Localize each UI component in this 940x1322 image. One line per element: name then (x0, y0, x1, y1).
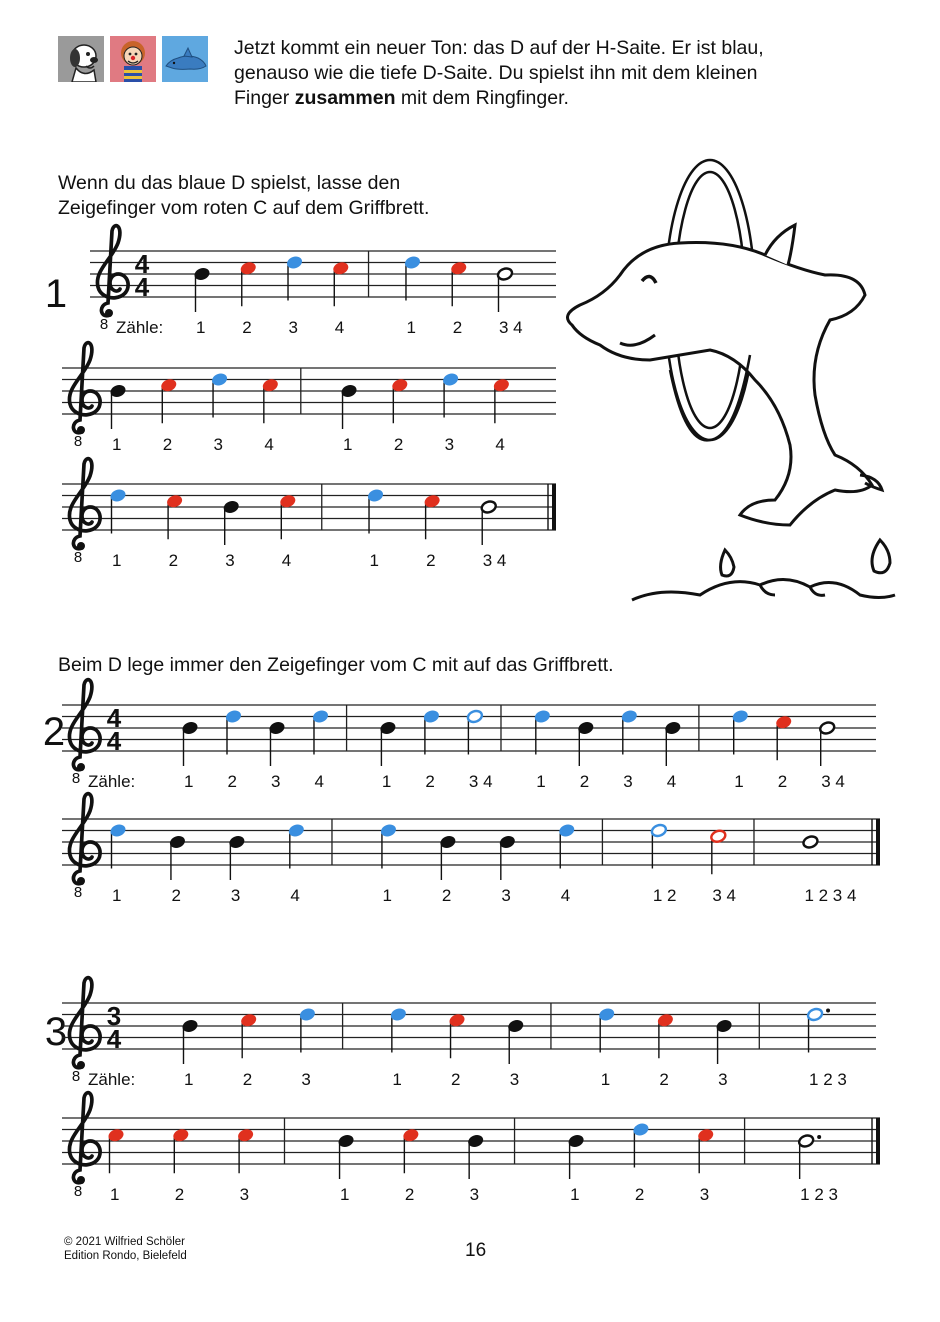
section1-line-1: Wenn du das blaue D spielst, lasse den (58, 172, 401, 194)
count-number: 3 (444, 435, 455, 454)
note-head-black (819, 721, 836, 736)
time-signature-top: 4 (106, 703, 122, 733)
count-number: 3 4 (498, 318, 523, 337)
count-number: 2 (441, 886, 452, 905)
count-number: 2 (659, 1070, 669, 1089)
count-number: 3 (270, 772, 281, 791)
count-number: 2 (242, 1070, 253, 1089)
count-number: 1 2 (652, 886, 677, 905)
count-number: 3 (213, 435, 224, 454)
count-number: 2 (242, 318, 252, 337)
note-head-red (710, 829, 727, 844)
count-number: 3 (288, 318, 298, 337)
final-bar-thick (552, 484, 556, 530)
final-bar-thick (876, 1118, 880, 1164)
count-number: 3 (718, 1070, 728, 1089)
count-number: 3 (301, 1070, 311, 1089)
clef-octave-label: 8 (73, 884, 83, 901)
count-number: 3 (225, 551, 235, 570)
note-dot (826, 1009, 830, 1013)
footer-copyright (64, 1235, 187, 1263)
count-label: Zähle: (88, 772, 136, 791)
note-head-blue (466, 709, 483, 724)
count-number: 1 (600, 1070, 611, 1089)
treble-clef-icon (69, 680, 100, 771)
count-number: 1 2 3 4 (804, 886, 857, 905)
clef-octave-label: 8 (73, 433, 83, 450)
count-number: 2 (171, 886, 181, 905)
count-label: Zähle: (116, 318, 164, 337)
count-number: 1 2 3 (809, 1070, 847, 1089)
count-number: 3 4 (712, 886, 736, 905)
count-number: 2 (174, 1185, 185, 1204)
intro-line-3-post: mit dem Ringfinger. (395, 87, 569, 109)
count-number: 1 (110, 1185, 120, 1204)
count-number: 3 4 (821, 772, 845, 791)
count-number: 2 (227, 772, 237, 791)
count-number: 1 (112, 435, 122, 454)
count-number: 3 (699, 1185, 710, 1204)
count-number: 3 (623, 772, 633, 791)
count-number: 1 (382, 886, 392, 905)
count-number: 2 (634, 1185, 645, 1204)
count-number: 1 (343, 435, 353, 454)
count-number: 3 4 (482, 551, 507, 570)
note-head-black (798, 1134, 815, 1149)
intro-line-2: genauso wie die tiefe D-Saite. Du spielst ihn mit dem kleinen (234, 62, 758, 84)
count-number: 4 (560, 886, 571, 905)
count-number: 1 (536, 772, 546, 791)
time-signature-top: 4 (134, 249, 150, 279)
note-head-black (802, 835, 819, 850)
exercise-number: 1 (44, 272, 68, 316)
clef-octave-label: 8 (73, 549, 83, 566)
note-head-blue (650, 823, 667, 838)
count-number: 1 (734, 772, 744, 791)
count-number: 2 (404, 1185, 415, 1204)
count-number: 4 (314, 772, 324, 791)
treble-clef-stroke (97, 226, 128, 316)
treble-clef-stroke (69, 978, 100, 1068)
treble-clef-icon (69, 343, 100, 434)
exercise-number: 2 (42, 710, 66, 754)
count-number: 2 (168, 551, 179, 570)
time-signature-bottom: 4 (106, 726, 122, 756)
final-bar-thick (876, 819, 880, 865)
treble-clef-stroke (69, 794, 100, 884)
intro-line-3-pre: Finger (234, 87, 295, 109)
count-number: 3 (239, 1185, 250, 1204)
count-number: 1 (112, 551, 122, 570)
count-number: 1 (392, 1070, 402, 1089)
count-number: 2 (579, 772, 590, 791)
count-number: 1 (570, 1185, 580, 1204)
treble-clef-icon (69, 978, 100, 1069)
treble-clef-icon (69, 1093, 100, 1184)
count-number: 4 (666, 772, 677, 791)
treble-clef-stroke (69, 680, 100, 770)
section1-line-2: Zeigefinger vom roten C auf dem Griffbrett. (58, 197, 430, 219)
treble-clef-icon (97, 226, 128, 317)
note-head-black (496, 267, 513, 282)
intro-emphasis: zusammen (294, 87, 396, 109)
note-head-blue (807, 1007, 824, 1022)
count-number: 1 2 3 (800, 1185, 838, 1204)
count-number: 2 (451, 1070, 461, 1089)
publisher-text: Edition Rondo, Bielefeld (64, 1250, 187, 1262)
treble-clef-stroke (69, 343, 100, 433)
exercise-number: 3 (44, 1010, 68, 1054)
clef-octave-label: 8 (99, 316, 109, 333)
count-number: 2 (452, 318, 463, 337)
count-number: 1 (369, 551, 379, 570)
count-number: 2 (393, 435, 404, 454)
count-number: 4 (495, 435, 505, 454)
treble-clef-stroke (69, 459, 100, 549)
count-number: 3 4 (468, 772, 493, 791)
count-number: 3 (501, 886, 511, 905)
count-number: 1 (340, 1185, 350, 1204)
count-number: 4 (334, 318, 345, 337)
treble-clef-stroke (69, 1093, 100, 1183)
count-number: 1 (381, 772, 392, 791)
time-signature-top: 3 (106, 1001, 122, 1031)
copyright-text: © 2021 Wilfried Schöler (64, 1236, 185, 1248)
count-number: 1 (112, 886, 122, 905)
count-number: 2 (426, 551, 436, 570)
note-head-black (480, 500, 497, 515)
count-number: 4 (281, 551, 292, 570)
count-number: 1 (184, 1070, 194, 1089)
time-signature-bottom: 4 (106, 1024, 122, 1054)
section2-line: Beim D lege immer den Zeigefinger vom C mit auf das Griffbrett. (58, 654, 614, 676)
count-number: 3 (509, 1070, 520, 1089)
clef-octave-label: 8 (71, 770, 81, 787)
count-number: 3 (469, 1185, 480, 1204)
count-number: 2 (162, 435, 173, 454)
count-number: 4 (264, 435, 274, 454)
time-signature-bottom: 4 (134, 272, 150, 302)
note-dot (817, 1135, 821, 1139)
count-number: 2 (425, 772, 435, 791)
count-number: 1 (196, 318, 206, 337)
count-number: 2 (777, 772, 788, 791)
clef-octave-label: 8 (71, 1068, 81, 1085)
count-number: 1 (406, 318, 416, 337)
treble-clef-icon (69, 794, 100, 885)
count-label: Zähle: (88, 1070, 136, 1089)
clef-octave-label: 8 (73, 1183, 83, 1200)
count-number: 1 (184, 772, 194, 791)
count-number: 4 (290, 886, 300, 905)
page-number: 16 (465, 1240, 487, 1261)
count-number: 3 (230, 886, 241, 905)
treble-clef-icon (69, 459, 100, 550)
intro-line-1: Jetzt kommt ein neuer Ton: das D auf der H-Saite. Er ist blau, (234, 37, 764, 59)
